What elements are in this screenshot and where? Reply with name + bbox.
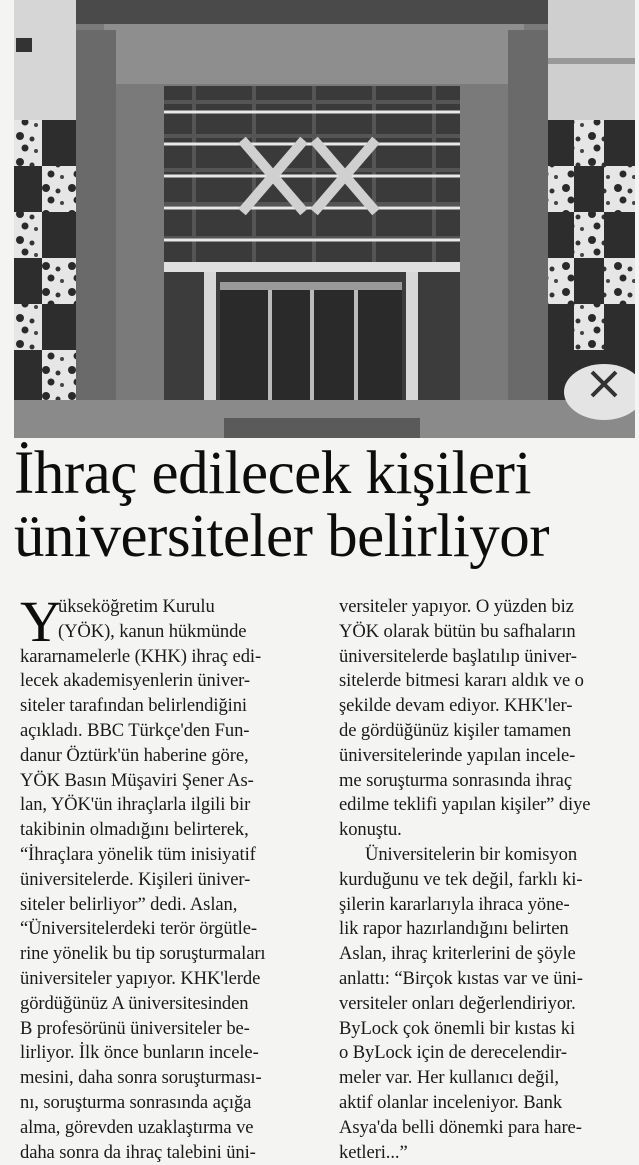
text-line: de gördüğünüz kişiler tamamen xyxy=(339,719,572,741)
article-photo xyxy=(14,0,635,438)
text-line: kurduğunu ve tek değil, farklı ki- xyxy=(339,868,583,890)
text-line: “Üniversitelerdeki terör örgütle- xyxy=(20,918,257,940)
text-line: lirliyor. İlk önce bunların incele- xyxy=(20,1042,259,1064)
text-line: sitelerde bitmesi kararı aldık ve o xyxy=(339,670,584,692)
text-line: lan, YÖK'ün ihraçlarla ilgili bir xyxy=(20,794,251,816)
text-line: açıkladı. BBC Türkçe'den Fun- xyxy=(20,719,250,741)
text-line: üniversiteler yapıyor. KHK'lerde xyxy=(20,967,261,989)
text-line: şilerin kararlarıyla ihraca yöne- xyxy=(339,893,570,915)
text-line: ketleri...” xyxy=(339,1141,408,1163)
article-column-right xyxy=(339,595,635,1165)
text-line: edilme teklifi yapılan kişiler” diye xyxy=(339,794,591,816)
text-line: siteler tarafından belirlendiğini xyxy=(20,695,247,717)
text-line: üniversitelerde başlatılıp üniver- xyxy=(339,645,577,667)
text-line: B profesörünü üniversiteler be- xyxy=(20,1017,250,1039)
headline-line: üniversiteler belirliyor xyxy=(14,503,550,570)
text-line: lecek akademisyenlerin üniver- xyxy=(20,670,250,692)
text-line: YÖK olarak bütün bu safhaların xyxy=(339,620,576,642)
text-line: rine yönelik bu tip soruşturmaları xyxy=(20,943,266,965)
article-column-left xyxy=(20,589,322,1165)
text-line: daha sonra da ihraç talebini üni- xyxy=(20,1141,256,1163)
dropcap: Y xyxy=(20,589,62,654)
text-line: me soruşturma sonrasında ihraç xyxy=(339,769,572,791)
text-line: anlattı: “Birçok kıstas var ve üni- xyxy=(339,967,583,989)
text-line: “İhraçlara yönelik tüm inisiyatif xyxy=(20,843,256,865)
text-line: (YÖK), kanun hükmünde xyxy=(58,620,247,642)
text-line: YÖK Basın Müşaviri Şener As- xyxy=(20,769,254,791)
text-line: o ByLock için de derecelendir- xyxy=(339,1042,567,1064)
text-line: siteler belirliyor” dedi. Aslan, xyxy=(20,893,238,915)
text-line: kararnamelerle (KHK) ihraç edi- xyxy=(20,645,262,667)
text-line: Üniversitelerin bir komisyon xyxy=(365,843,578,865)
text-line: Asya'da belli dönemki para hare- xyxy=(339,1116,582,1138)
text-line: konuştu. xyxy=(339,819,402,841)
text-line: danur Öztürk'ün haberine göre, xyxy=(20,744,249,766)
text-line: meler var. Her kullanıcı değil, xyxy=(339,1067,559,1089)
text-line: ByLock çok önemli bir kıstas ki xyxy=(339,1017,576,1039)
text-line: versiteler onları değerlendiriyor. xyxy=(339,992,576,1014)
text-line: alma, görevden uzaklaştırma ve xyxy=(20,1116,254,1138)
text-line: ükseköğretim Kurulu xyxy=(58,596,215,617)
text-line: lik rapor hazırlandığını belirten xyxy=(339,918,569,940)
text-line: Aslan, ihraç kriterlerini de şöyle xyxy=(339,943,576,965)
text-line: üniversitelerde. Kişileri üniver- xyxy=(20,868,251,890)
text-line: gördüğünüz A üniversitesinden xyxy=(20,992,249,1014)
text-line: takibinin olmadığını belirterek, xyxy=(20,819,249,841)
headline xyxy=(14,442,629,568)
text-line: aktif olanlar inceleniyor. Bank xyxy=(339,1091,563,1113)
text-line: versiteler yapıyor. O yüzden biz xyxy=(339,596,574,617)
headline-line: İhraç edilecek kişileri xyxy=(14,440,531,507)
text-line: mesini, daha sonra soruşturması- xyxy=(20,1067,262,1089)
text-line: şekilde devam ediyor. KHK'ler- xyxy=(339,695,573,717)
text-line: üniversitelerinde yapılan incele- xyxy=(339,744,576,766)
text-line: nı, soruşturma sonrasında açığa xyxy=(20,1091,252,1113)
building-entrance-photo xyxy=(14,0,635,438)
